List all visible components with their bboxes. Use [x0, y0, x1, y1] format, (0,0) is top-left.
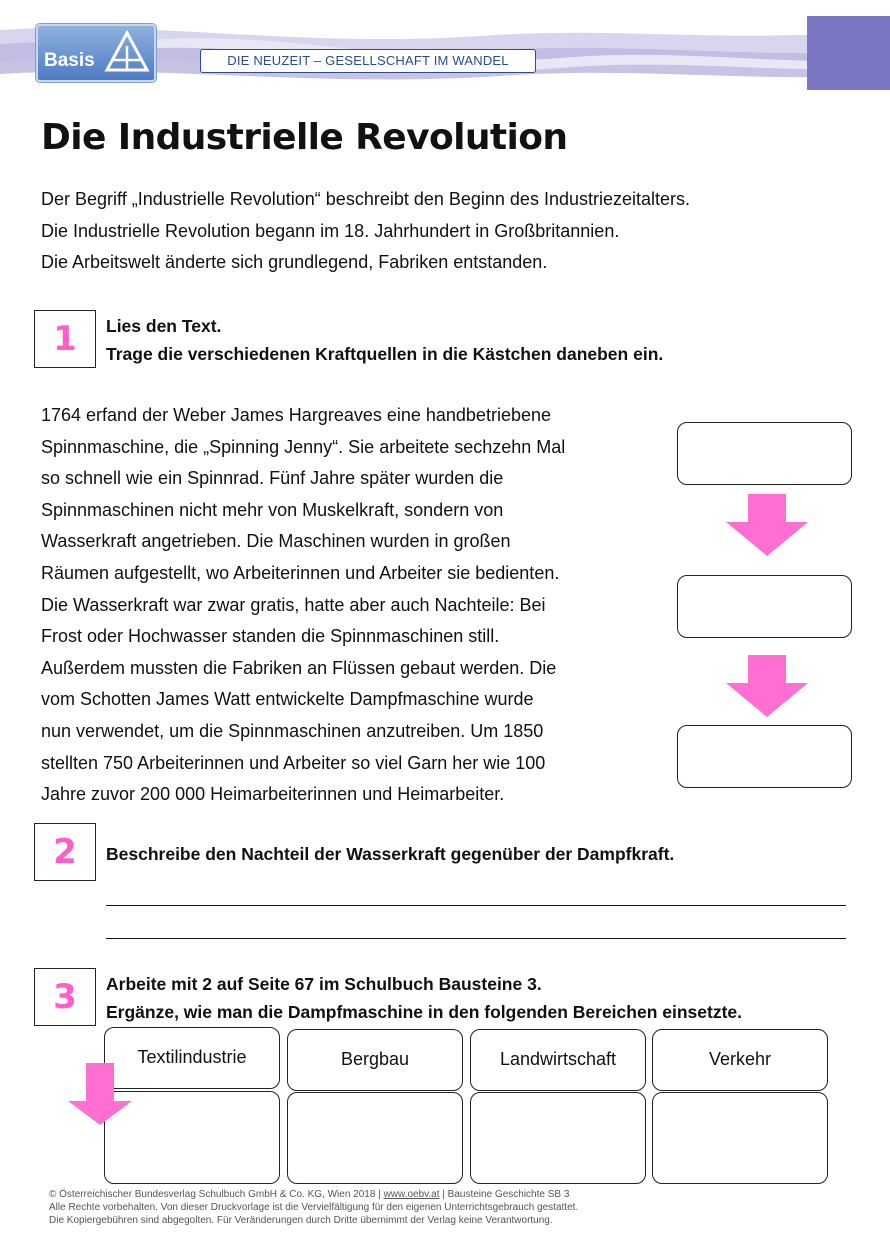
task-2-number: 2	[34, 823, 96, 881]
power-source-box-1[interactable]	[677, 422, 852, 485]
logo-triangle-icon	[104, 30, 150, 74]
task-1-instructions	[106, 312, 663, 368]
footer	[49, 1188, 578, 1227]
text-line: Spinnmaschinen nicht mehr von Muskelkraft, sondern von	[41, 499, 504, 520]
answer-line[interactable]	[106, 938, 846, 939]
text-line: Jahre zuvor 200 000 Heimarbeiterinnen und Heimarbeiter.	[41, 784, 505, 805]
page-title: Die Industrielle Revolution	[41, 117, 568, 158]
series-label: DIE NEUZEIT – GESELLSCHAFT IM WANDEL	[200, 49, 536, 73]
publisher-link[interactable]: www.oebv.at	[383, 1189, 440, 1200]
intro-line: Die Arbeitswelt änderte sich grundlegend, Fabriken entstanden.	[41, 252, 548, 272]
text-line: vom Schotten James Watt entwickelte Dampfmaschine wurde	[41, 689, 534, 710]
task-1-line-2: Trage die verschiedenen Kraftquellen in die Kästchen daneben ein.	[106, 344, 664, 364]
task-1-line-1: Lies den Text.	[106, 316, 222, 336]
text-line: so schnell wie ein Spinnrad. Fünf Jahre später wurden die	[41, 468, 504, 489]
power-source-box-3[interactable]	[677, 725, 852, 788]
footer-line-2: Alle Rechte vorbehalten. Von dieser Druckvorlage ist die Vervielfältigung für den eigenen Unterrichtsgebrauch gestattet.	[49, 1202, 579, 1213]
reading-text	[41, 400, 565, 811]
footer-copyright: © Österreichischer Bundesverlag Schulbuch GmbH & Co. KG, Wien 2018 |	[49, 1189, 384, 1200]
task-3-line-1: Arbeite mit 2 auf Seite 67 im Schulbuch Bausteine 3.	[106, 974, 542, 994]
task-2-instructions: Beschreibe den Nachteil der Wasserkraft gegenüber der Dampfkraft.	[106, 844, 675, 864]
arrow-down-icon	[68, 1063, 132, 1125]
text-line: Die Wasserkraft war zwar gratis, hatte aber auch Nachteile: Bei	[41, 594, 546, 615]
answer-box-landwirtschaft[interactable]	[470, 1092, 646, 1184]
answer-box-bergbau[interactable]	[287, 1092, 463, 1184]
column-header-textilindustrie: Textilindustrie	[104, 1027, 280, 1089]
task-3-number: 3	[34, 968, 96, 1026]
corner-block	[807, 16, 890, 90]
column-header-bergbau: Bergbau	[287, 1029, 463, 1091]
task-3-instructions	[106, 970, 742, 1026]
text-line: Räumen aufgestellt, wo Arbeiterinnen und Arbeiter sie bedienten.	[41, 562, 560, 583]
logo-text: Basis	[44, 50, 95, 71]
text-line: stellten 750 Arbeiterinnen und Arbeiter so viel Garn her wie 100	[41, 752, 546, 773]
text-line: Spinnmaschine, die „Spinning Jenny“. Sie arbeitete sechzehn Mal	[41, 436, 566, 457]
task-1-number: 1	[34, 310, 96, 368]
footer-book: | Bausteine Geschichte SB 3	[439, 1189, 570, 1200]
footer-line-1	[49, 1188, 578, 1201]
text-line: Frost oder Hochwasser standen die Spinnmaschinen still.	[41, 626, 500, 647]
text-line: 1764 erfand der Weber James Hargreaves eine handbetriebene	[41, 405, 551, 425]
intro-line: Der Begriff „Industrielle Revolution“ beschreibt den Beginn des Industriezeitalters.	[41, 189, 691, 209]
intro-text	[41, 184, 690, 279]
power-source-box-2[interactable]	[677, 575, 852, 638]
arrow-down-icon	[726, 494, 808, 556]
answer-line[interactable]	[106, 905, 846, 906]
arrow-down-icon	[726, 655, 808, 717]
footer-line-3: Die Kopiergebühren sind abgegolten. Für Veränderungen durch Dritte übernimmt der Verlag keine Verantwortung.	[49, 1215, 553, 1226]
publisher-logo	[36, 24, 156, 82]
column-header-landwirtschaft: Landwirtschaft	[470, 1029, 646, 1091]
text-line: Wasserkraft angetrieben. Die Maschinen wurden in großen	[41, 531, 511, 552]
task-3-line-2: Ergänze, wie man die Dampfmaschine in den folgenden Bereichen einsetzte.	[106, 1002, 742, 1022]
answer-box-verkehr[interactable]	[652, 1092, 828, 1184]
column-header-verkehr: Verkehr	[652, 1029, 828, 1091]
text-line: nun verwendet, um die Spinnmaschinen anzutreiben. Um 1850	[41, 720, 544, 741]
intro-line: Die Industrielle Revolution begann im 18. Jahrhundert in Großbritannien.	[41, 220, 620, 241]
text-line: Außerdem mussten die Fabriken an Flüssen gebaut werden. Die	[41, 657, 557, 678]
